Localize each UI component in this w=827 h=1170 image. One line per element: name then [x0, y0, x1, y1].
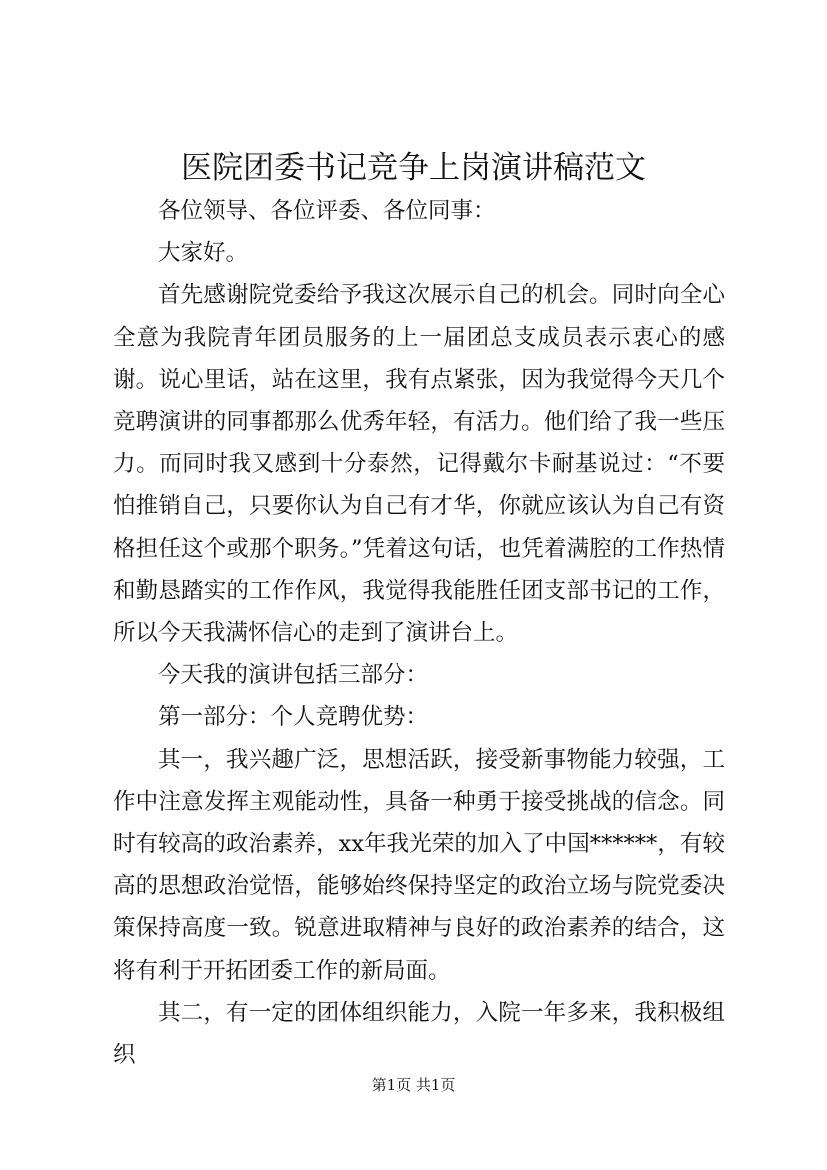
paragraph-section-heading: 第一部分：个人竞聘优势：: [158, 704, 429, 731]
paragraph-greeting: 大家好。: [158, 240, 249, 267]
paragraph-outline: 今天我的演讲包括三部分：: [158, 662, 429, 689]
page-footer: 第1页 共1页: [371, 1076, 456, 1094]
document-body: [113, 190, 725, 1076]
document-title: 医院团委书记竞争上岗演讲稿范文: [181, 150, 646, 186]
paragraph-advantage-one: 其一，我兴趣广泛，思想活跃，接受新事物能力较强，工作中注意发挥主观能动性，具备一种勇于接受挑战的信念。同时有较高的政治素养，xx年我光荣的加入了中国******，有较高的思想政治觉悟，能够始终保持坚定的政治立场与院党委决策保持高度一致。锐意进取精神与良好的政治素养的结合，这将有利于开拓团委工作的新局面。: [113, 746, 725, 984]
paragraph-advantage-two: 其二，有一定的团体组织能力，入院一年多来，我积极组织: [113, 999, 725, 1069]
paragraph-salutation: 各位领导、各位评委、各位同事：: [158, 198, 496, 224]
paragraph-introduction: 首先感谢院党委给予我这次展示自己的机会。同时向全心全意为我院青年团员服务的上一届团总支成员表示衷心的感谢。说心里话，站在这里，我有点紧张，因为我觉得今天几个竞聘演讲的同事都那么优秀年轻，有活力。他们给了我一些压力。而同时我又感到十分泰然，记得戴尔卡耐基说过：“不要怕推销自己，只要你认为自己有才华，你就应该认为自己有资格担任这个或那个职务。”凭着这句话，也凭着满腔的工作热情和勤恳踏实的工作作风，我觉得我能胜任团支部书记的工作，所以今天我满怀信心的走到了演讲台上。: [113, 282, 725, 647]
